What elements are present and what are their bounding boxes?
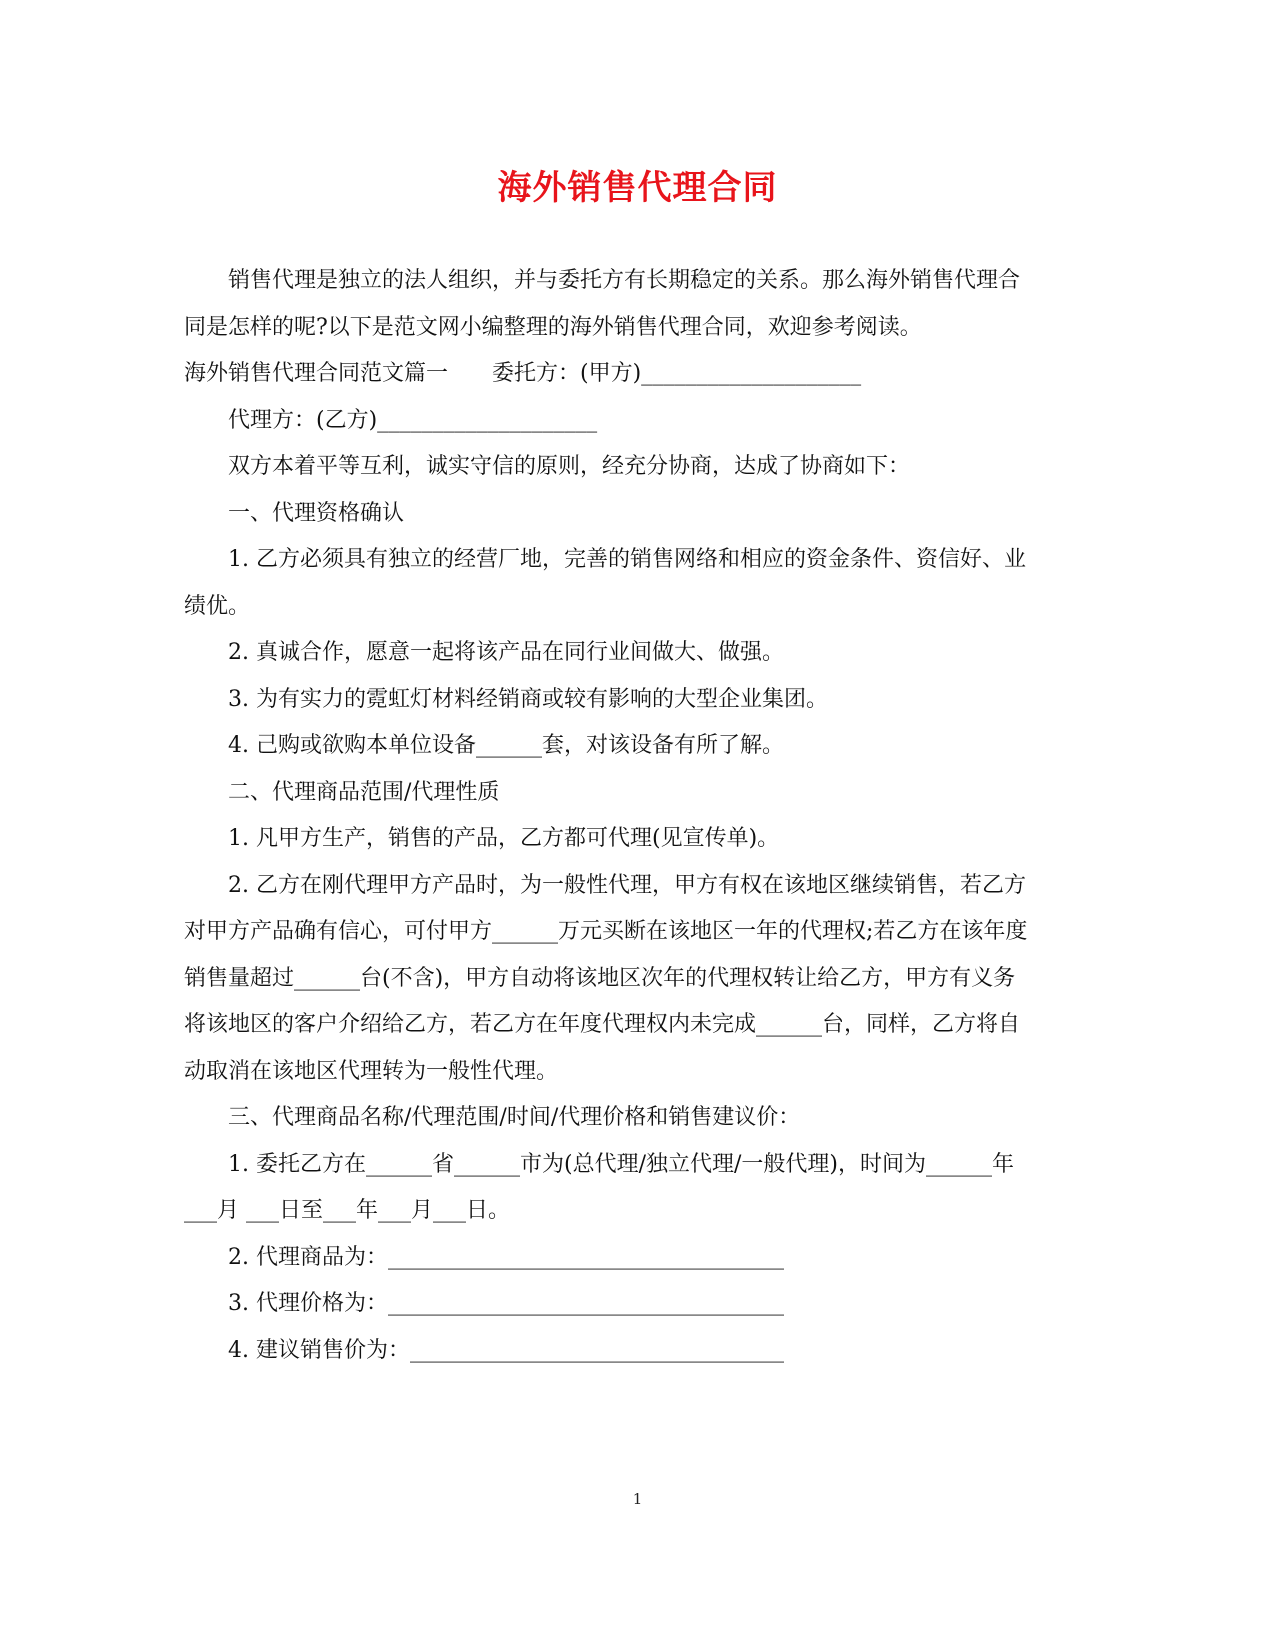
page-number: 1	[632, 1490, 643, 1508]
paragraph: 一、代理资格确认	[228, 500, 405, 526]
paragraph: 1. 凡甲方生产，销售的产品，乙方都可代理(见宣传单)。	[228, 826, 780, 851]
paragraph: 4. 己购或欲购本单位设备______套，对该设备有所了解。	[228, 733, 784, 758]
paragraph: 3. 代理价格为：____________________________________	[228, 1291, 784, 1316]
paragraph: 2. 乙方在刚代理甲方产品时，为一般性代理，甲方有权在该地区继续销售，若乙方对甲方产品确有信心，可付甲方______万元买断在该地区一年的代理权;若乙方在该年度销售量超过______台(不含)，甲方自动将该地区次年的代理权转让给乙方，甲方有义务将该地区的客户介绍给乙方，若乙方在年度代理权内未完成______台，同样，乙方将自动取消在该地区代理转为一般性代理。	[184, 872, 1028, 1084]
document-body	[184, 258, 1034, 1374]
paragraph: 二、代理商品范围/代理性质	[228, 779, 500, 805]
paragraph: 2. 代理商品为：____________________________________	[228, 1244, 784, 1270]
paragraph: 2. 真诚合作，愿意一起将该产品在同行业间做大、做强。	[228, 640, 784, 665]
paragraph: 海外销售代理合同范文篇一 委托方：(甲方)____________________	[184, 361, 862, 386]
paragraph: 3. 为有实力的霓虹灯材料经销商或较有影响的大型企业集团。	[228, 686, 828, 712]
paragraph: 销售代理是独立的法人组织，并与委托方有长期稳定的关系。那么海外销售代理合同是怎样的呢?以下是范文网小编整理的海外销售代理合同，欢迎参考阅读。	[184, 268, 1021, 340]
paragraph: 双方本着平等互利，诚实守信的原则，经充分协商，达成了协商如下：	[228, 454, 911, 479]
document-title: 海外销售代理合同	[497, 168, 778, 208]
paragraph: 三、代理商品名称/代理范围/时间/代理价格和销售建议价：	[228, 1105, 801, 1130]
paragraph: 4. 建议销售价为：__________________________________	[228, 1337, 784, 1363]
paragraph: 代理方：(乙方)____________________	[228, 407, 598, 433]
paragraph: 1. 乙方必须具有独立的经营厂地，完善的销售网络和相应的资金条件、资信好、业绩优。	[184, 547, 1026, 619]
paragraph: 1. 委托乙方在______省______市为(总代理/独立代理/一般代理)，时间为______年___月 ___日至___年___月___日。	[184, 1151, 1014, 1223]
